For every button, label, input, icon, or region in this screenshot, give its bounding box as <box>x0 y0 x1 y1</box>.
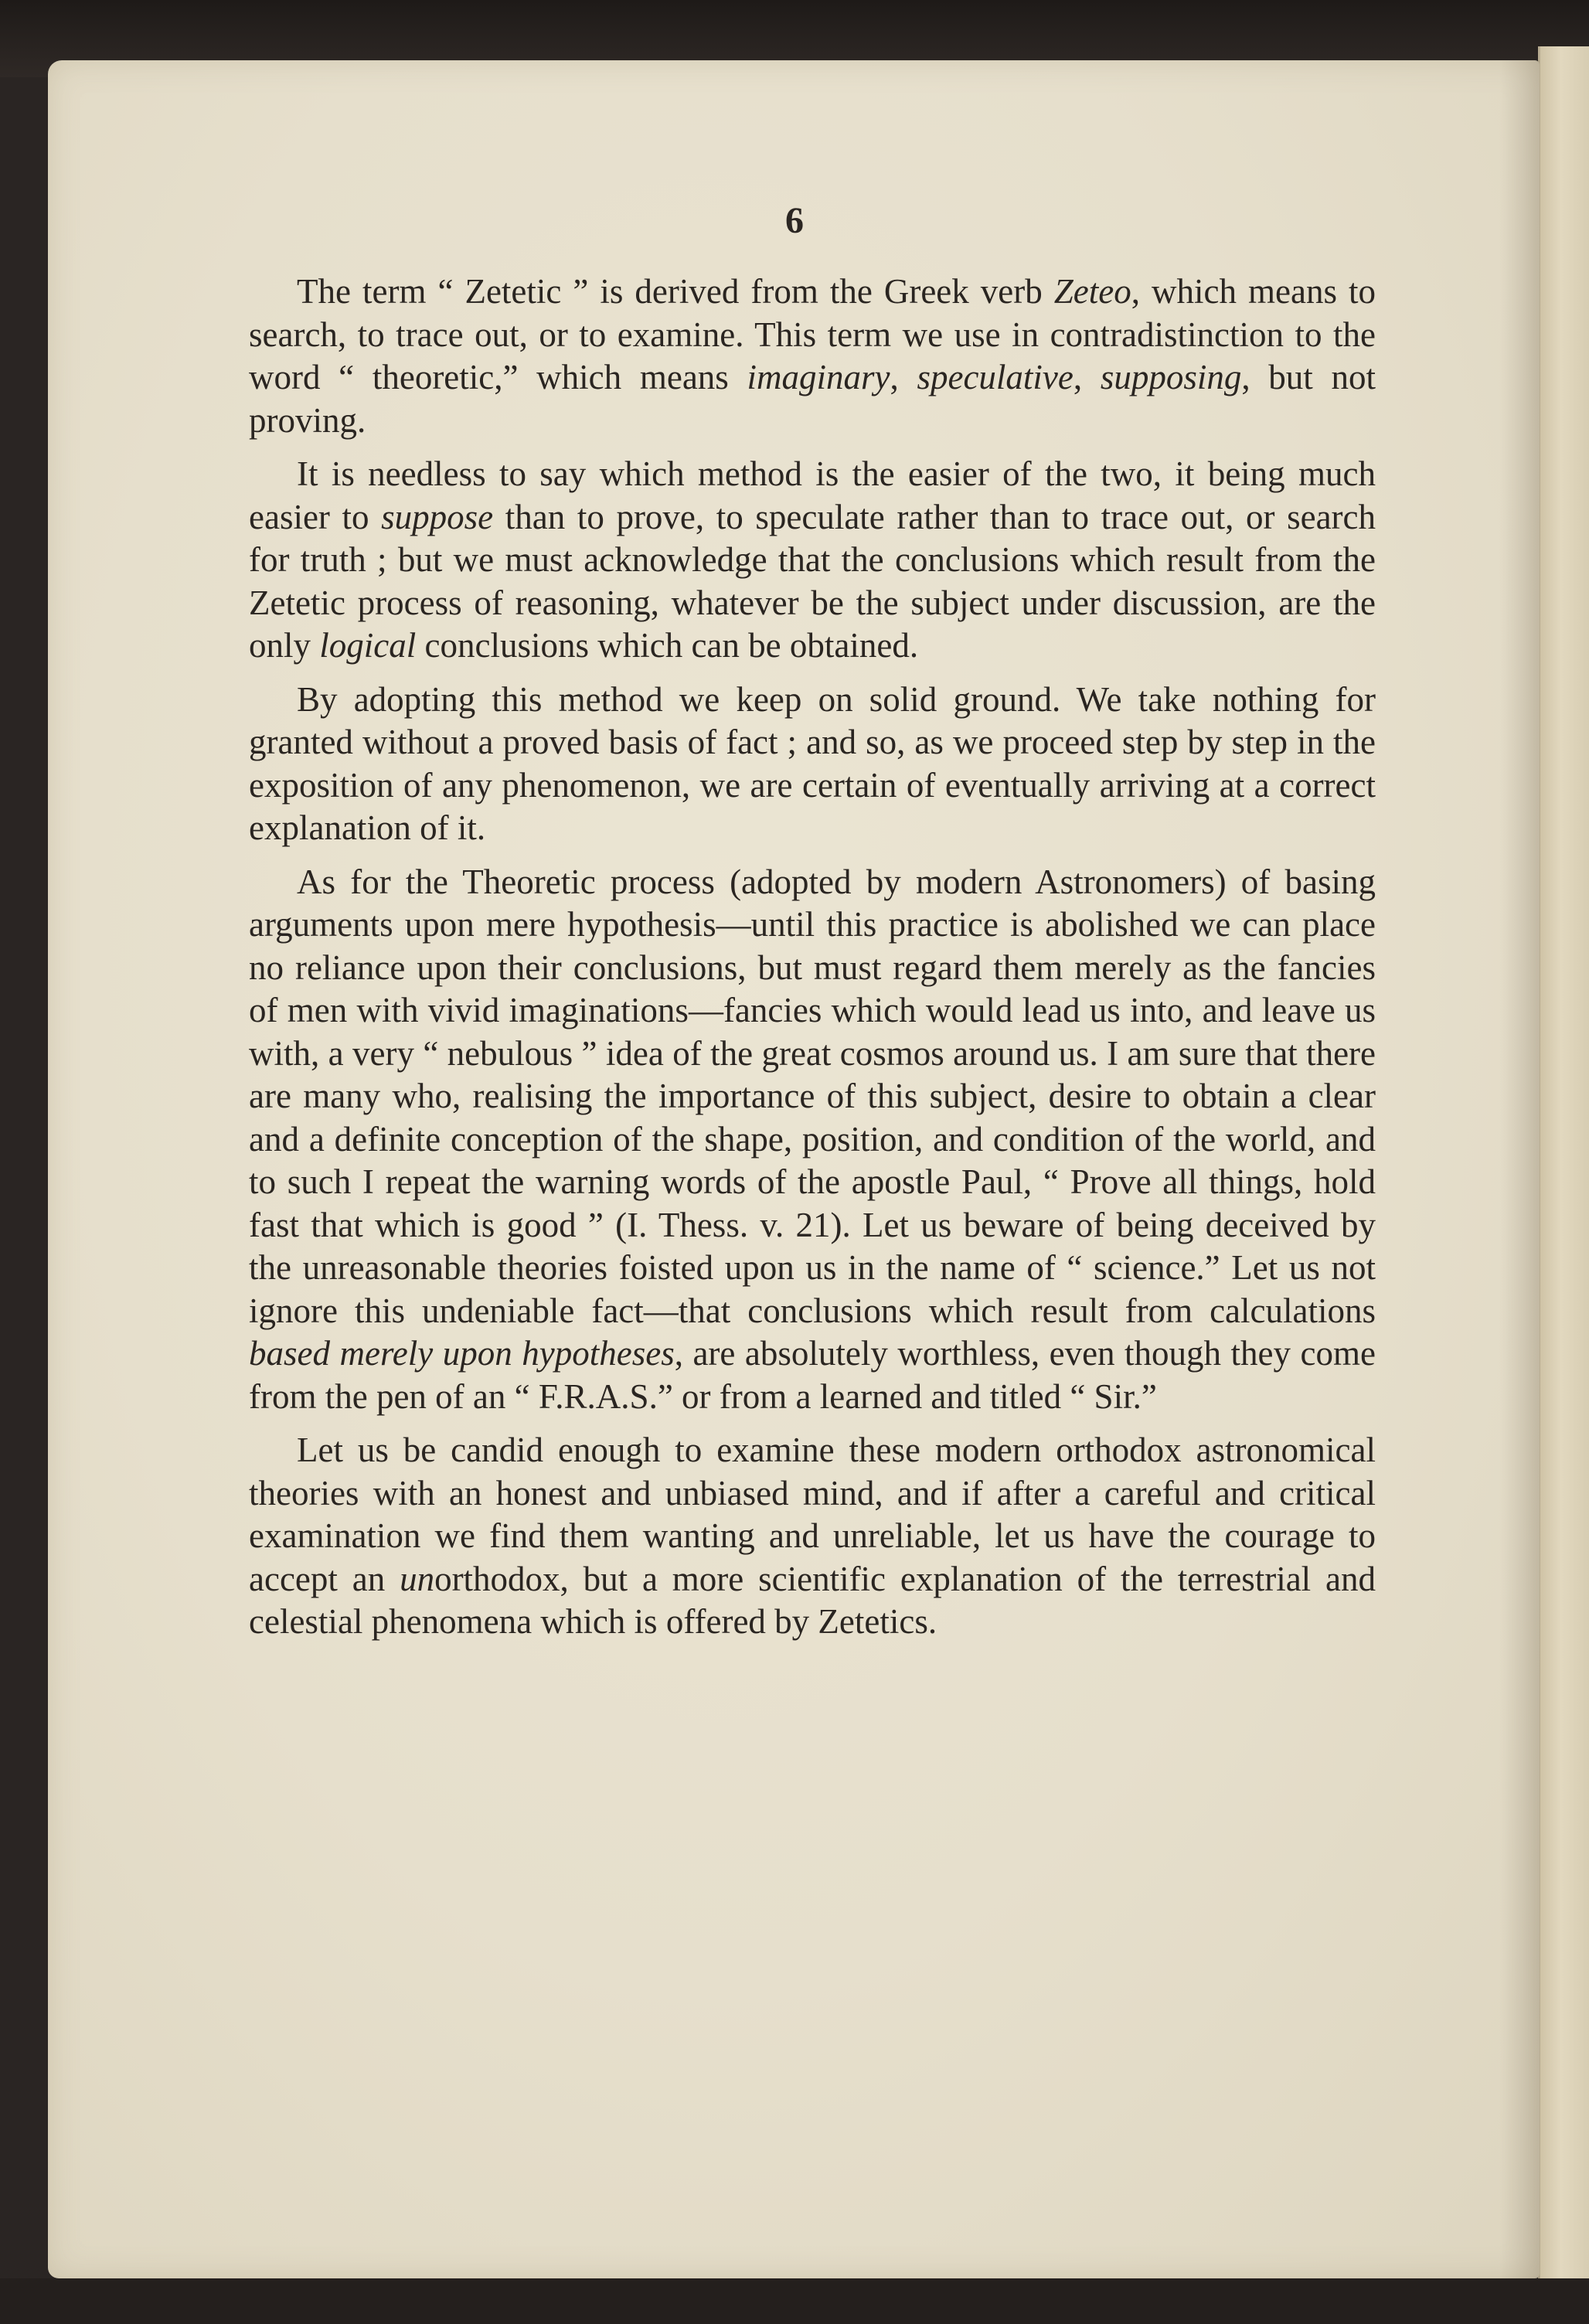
paragraph-4 <box>249 861 1376 1419</box>
text-run: It is needless to say which method is the easier of the two, it being much easier to <box>249 454 1376 536</box>
text-run: The term “ Zetetic ” is derived from the Greek verb <box>297 272 1054 311</box>
page-number: 6 <box>785 200 804 241</box>
scan-background-bottom <box>0 2278 1589 2324</box>
text-run: Let us be candid enough to examine these modern orthodox astronomical theories with an honest and unbiased mind, and if after a careful and critical examination we find them wanting and unreliable, let us have the courage to accept an <box>249 1431 1376 1598</box>
text-run: , <box>1073 358 1101 396</box>
italic-text: imaginary <box>747 358 890 396</box>
adjacent-page-edge <box>1538 46 1589 2280</box>
paragraph-2 <box>249 453 1376 668</box>
text-run: , are absolutely worthless, even though they come from the pen of an “ F.R.A.S.” or from a learned and titled “ Sir.” <box>249 1334 1376 1416</box>
paragraph-3 <box>249 679 1376 850</box>
text-run: orthodox, but a more scientific explanation of the terrestrial and celestial phenomena which is offered by Zetetics. <box>249 1559 1376 1641</box>
text-run: , but not proving. <box>249 358 1376 440</box>
italic-text: Zeteo <box>1053 272 1131 311</box>
italic-text: supposing <box>1100 358 1242 396</box>
italic-text: speculative <box>917 358 1074 396</box>
paragraph-5 <box>249 1429 1376 1644</box>
text-run: conclusions which can be obtained. <box>416 626 919 665</box>
binding-shadow <box>1499 60 1540 2278</box>
italic-text: un <box>400 1559 435 1598</box>
body-text <box>249 271 1376 1644</box>
paragraph-1 <box>249 271 1376 442</box>
italic-text: suppose <box>381 497 494 536</box>
text-run: , which means to search, to trace out, or to examine. This term we use in contradistinction to the word “ theoretic,” which means <box>249 272 1376 396</box>
text-run: than to prove, to speculate rather than to trace out, or search for truth ; but we must acknowledge that the conclusions which result from the Zetetic process of reasoning, whatever be the subject under discussion, are the only <box>249 497 1376 665</box>
text-run: By adopting this method we keep on solid ground. We take nothing for granted without a proved basis of fact ; and so, as we proceed step by step in the exposition of any phenomenon, we are certain of eventually arriving at a correct explanation of it. <box>249 679 1376 847</box>
italic-text: based merely upon hypotheses <box>249 1334 675 1373</box>
italic-text: logical <box>319 626 417 665</box>
text-run: , <box>890 358 917 396</box>
text-run: As for the Theoretic process (adopted by modern Astronomers) of basing arguments upon mere hypothesis—until this practice is abolished we can place no reliance upon their conclusions, but must regard them merely as the fancies of men with vivid imaginations—fancies which would lead us into, and leave us with, a very “ nebulous ” idea of the great cosmos around us. I am sure that there are many who, realising the importance of this subject, desire to obtain a clear and a definite conception of the shape, position, and condition of the world, and to such I repeat the warning words of the apostle Paul, “ Prove all things, hold fast that which is good ” (I. Thess. v. 21). Let us beware of being deceived by the unreasonable theories foisted upon us in the name of “ science.” Let us not ignore this undeniable fact—that conclusions which result from calculations <box>249 862 1376 1330</box>
